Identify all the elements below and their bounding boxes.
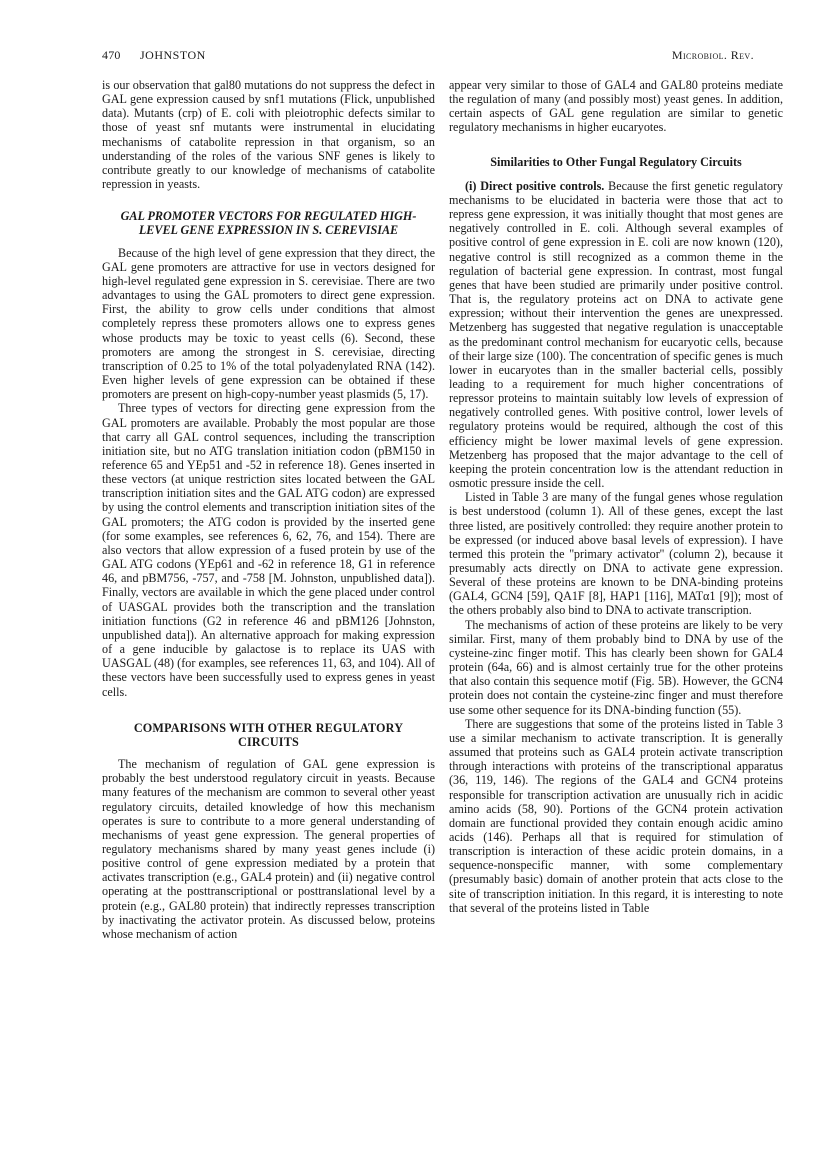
paragraph-text: Because the first genetic regulatory mechanisms to be elucidated in bacteria were those that act to repress gene expression, it was initially thought that most genes are negatively controlled in E. coli. Although several examples of positive control of gene expression in E. coli are now known (120), negative control is still recognized as a common theme in the regulation of bacterial gene expression. In contrast, most fungal genes that have been studied are primarily under positive control. That is, the regulatory proteins act on DNA to activate gene expression; without their intervention the genes are unexpressed. Metzenberg has suggested that negative regulation is unacceptable as the predominant control mechanism for eucaryotic cells, because of their large size (100). The concentration of specific genes is much lower in eucaryotes than in the smaller bacterial cells, possibly leading to a requirement for much higher concentrations of repressor proteins to maintain suitably low levels of expression of negatively controlled genes. With positive control, lower levels of regulatory proteins would be required, although the cost of this efficiency might be lower maximal levels of gene expression. Metzenberg has proposed that the major advantage to the cell of keeping the protein concentration low is the attendant reduction in osmotic pressure inside the cell. bbox=[449, 178, 783, 491]
paragraph: The mechanisms of action of these proteins are likely to be very similar. First, many of them probably bind to DNA by use of the cysteine-zinc finger motif. This has clearly been shown for GAL4 protein (64a, 66) and is almost certainly true for the other proteins that also contain this sequence motif (Fig. 5B). However, the GCN4 protein does not contain the cysteine-zinc finger and must therefore use some other sequence for its DNA-binding function (55). bbox=[449, 617, 783, 717]
paragraph: The mechanism of regulation of GAL gene expression is probably the best understood regulatory circuit in yeasts. Because many features of the mechanism are common to several other yeast regulatory circuits, detailed knowledge of how this mechanism operates is sure to contribute to a more general understanding of mechanisms of yeast gene expression. The general properties of regulatory mechanisms shared by many yeast genes include (i) positive control of gene expression mediated by a protein that activates transcription (e.g., GAL4 protein) and (ii) negative control operating at the posttranscriptional or posttranslational level by a protein (e.g., GAL80 protein) that indirectly represses transcription by inactivating the activator protein. As discussed below, proteins whose mechanism of action bbox=[102, 757, 435, 941]
section-heading: GAL PROMOTER VECTORS FOR REGULATED HIGH-LEVEL GENE EXPRESSION IN S. CEREVISIAE bbox=[120, 209, 417, 238]
page-number: 470 bbox=[102, 48, 121, 62]
paragraph: Three types of vectors for directing gene expression from the GAL promoters are available. Probably the most popular are those that carry all GAL control sequences, including the transcription initiation site, but no ATG translation initiation codon (pBM150 in reference 65 and YEp51 and -52 in reference 18). Genes inserted in these vectors (at unique restriction sites located between the GAL transcription initiation sites and the GAL ATG codon) are expressed by using the control elements and transcription initiation sites of the GAL promoters; the ATG codon is provided by the inserted gene (for some examples, see references 6, 62, 76, and 154). There are also vectors that allow expression of a fused protein by use of the GAL ATG codons (YEp61 and -62 in reference 18, G1 in reference 46, and pBM756, -757, and -758 [M. Johnston, unpublished data]). Finally, vectors are available in which the gene placed under control of UASGAL provides both the transcription and the translation initiation functions (G2 in reference 46 and pBM126 [Johnston, unpublished data]). An alternative approach for making expression of a gene inducible by galactose is to replace its UAS with UASGAL (48) (for examples, see references 11, 63, and 104). All of these vectors have been successfully used to express genes in yeast cells. bbox=[102, 401, 435, 699]
running-author: JOHNSTON bbox=[140, 48, 206, 62]
paragraph: There are suggestions that some of the proteins listed in Table 3 use a similar mechanism to activate transcription. It is generally assumed that proteins such as GAL4 protein activate transcription through interactions with proteins of the transcriptional apparatus (36, 119, 146). The regions of the GAL4 and GCN4 proteins responsible for transcription activation are unusually rich in acidic amino acids (58, 90). Portions of the GCN4 protein activation domain are functional provided they contain enough acidic amino acids (146). Perhaps all that is required for stimulation of transcription is interaction of these acidic protein domains, in a sequence-nonspecific manner, with some complementary (presumably basic) domain of another protein that acts close to the site of transcription initiation. In this regard, it is interesting to note that several of the proteins listed in Table bbox=[449, 716, 783, 915]
paragraph: is our observation that gal80 mutations do not suppress the defect in GAL gene expression caused by snf1 mutations (Flick, unpublished data). Mutants (crp) of E. coli with pleiotrophic defects similar to those of yeast snf mutants were instrumental in elucidating mechanisms of catabolite repression in that organism, so an understanding of the roles of the various SNF genes is likely to contribute greatly to our knowledge of mechanisms of catabolite repression in yeasts. bbox=[102, 78, 435, 192]
journal-name: Microbiol. Rev. bbox=[671, 48, 754, 62]
paragraph: appear very similar to those of GAL4 and GAL80 proteins mediate the regulation of many (and possibly most) yeast genes. In addition, certain aspects of GAL gene regulation are similar to genetic regulatory mechanisms in higher eucaryotes. bbox=[449, 78, 783, 135]
left-column bbox=[102, 78, 435, 941]
paragraph: Because of the high level of gene expression that they direct, the GAL gene promoters are attractive for use in vectors designed for high-level regulated gene expression in S. cerevisiae. There are two advantages to using the GAL promoters to direct gene expression. First, the ability to grow cells under conditions that almost completely repress these promoters allows one to express genes whose products may be toxic to yeast cells (6). Second, these promoters are among the strongest in S. cerevisiae, directing transcription of 0.25 to 1% of the total polyadenylated RNA (142). Even higher levels of gene expression can be obtained if these promoters are present on high-copy-number yeast plasmids (5, 17). bbox=[102, 245, 435, 402]
paragraph bbox=[449, 179, 783, 490]
section-heading: COMPARISONS WITH OTHER REGULATORY CIRCUITS bbox=[133, 720, 404, 749]
run-in-heading: (i) Direct positive controls. bbox=[465, 178, 605, 193]
paragraph: Listed in Table 3 are many of the fungal genes whose regulation is best understood (column 1). All of these genes, except the last three listed, are positively controlled: they require another protein to be expressed (or induced above basal levels of expression). I have termed this protein the ''primary activator'' (column 2), because it presumably acts directly on DNA to activate gene expression. Several of these proteins are known to be DNA-binding proteins (GAL4, GCN4 [59], QA1F [8], HAP1 [116], MATα1 [9]); most of the others probably also bind to DNA to activate transcription. bbox=[449, 490, 783, 618]
running-header bbox=[102, 48, 754, 64]
subsection-heading: Similarities to Other Fungal Regulatory Circuits bbox=[490, 154, 742, 169]
right-column bbox=[449, 78, 783, 915]
